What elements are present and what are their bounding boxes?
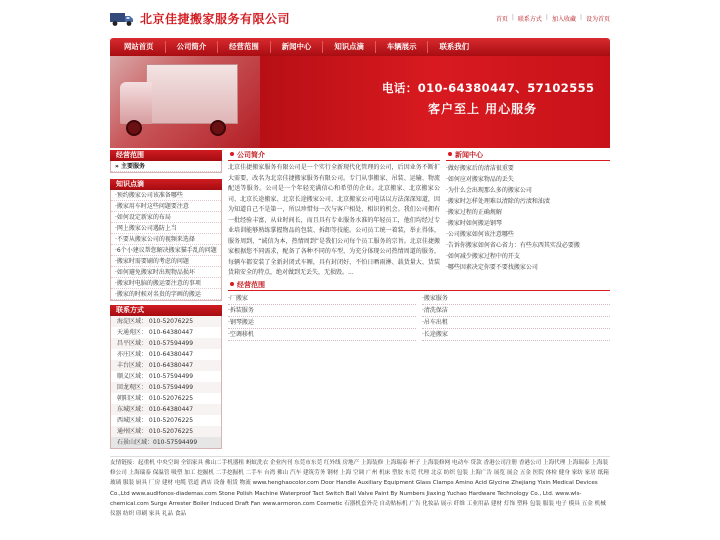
knowledge-item[interactable]: ·6个小建议帮您解决搬家猫手乱的问题 bbox=[111, 245, 221, 256]
knowledge-item[interactable]: ·如何设定新家的布局 bbox=[111, 212, 221, 223]
main-nav bbox=[110, 38, 610, 56]
nav-home[interactable]: 网站首页 bbox=[113, 41, 166, 53]
scope-item[interactable]: ·清洗保洁 bbox=[422, 305, 610, 317]
news-item[interactable]: ·公司搬家如何该注意哪些 bbox=[446, 231, 514, 238]
contact-item: 顺义区域： 010-57594499 bbox=[111, 371, 221, 382]
contact-item: 石景山区域：010-57594499 bbox=[111, 437, 221, 448]
nav-scope[interactable]: 经营范围 bbox=[218, 41, 271, 53]
friend-links-label: 友情链接： bbox=[110, 460, 138, 466]
contact-item: 丰台区域： 010-64380447 bbox=[111, 360, 221, 371]
knowledge-item[interactable]: ·网上搬家公司遇防上当 bbox=[111, 223, 221, 234]
contact-item: 亦庄区域： 010-64380447 bbox=[111, 349, 221, 360]
top-link-set-homepage[interactable]: 设为首页 bbox=[585, 16, 610, 23]
scope-section-heading[interactable]: 经营范围 bbox=[228, 280, 265, 290]
top-link-contact[interactable]: 联系方式 bbox=[517, 16, 542, 23]
top-link-bookmark[interactable]: 加入收藏 bbox=[551, 16, 576, 23]
knowledge-item[interactable]: ·如何避免搬家时出现物品损坏 bbox=[111, 267, 221, 278]
nav-vehicles[interactable]: 车辆展示 bbox=[376, 41, 429, 53]
intro-text: 北京佳捷搬家服务有限公司是一个实行全新现代化管理的公司，后因业务不断扩大需要，改名为北京佳捷搬家服务有限公司。专门从事搬家、吊装、运输、物流配送等服务。公司是一个年轻充满信心和希望的企业。北京搬家、北京搬家公司、北京长途搬家、北京长途搬家公司、北京搬家公司电话以方法深深知道，因为知道自己不是第一，所以珍惜每一次与客户相处、相识的机会。我们公司拥有一批经验丰富，从业时间长，而且具有专业服务水准的年轻员工，他们均经过专业培训能够熟练掌握物品的包装、拆卸等技能。公司员工统一着装，举止得体，服务周到，“诚信为本，热情周到”是我们公司每个员工服务的宗旨。北京佳捷搬家根据您不同需求，配备了各种不同的车型，为充分体现公司热情周道的服务，每辆车都安装了全新封闭式车厢，具有封闭好、不怕日晒雨淋、载货量大、货装货箱安全的特点，绝对做到无丢失，无损毁。... bbox=[228, 164, 440, 276]
separator: | bbox=[545, 14, 548, 21]
contact-item: 海淀区域： 010-52076225 bbox=[111, 316, 221, 327]
scope-grid bbox=[228, 293, 610, 341]
contact-item: 通州区域： 010-52076225 bbox=[111, 426, 221, 437]
scope-item[interactable]: ·钢琴搬运 bbox=[228, 317, 416, 329]
sidebar-item-main-service[interactable]: » 主要服务 bbox=[111, 161, 221, 172]
scope-heading: 经营范围 bbox=[110, 150, 222, 161]
knowledge-item[interactable]: ·不要从搬家公司的视频来选择 bbox=[111, 234, 221, 245]
nav-knowledge[interactable]: 知识点滴 bbox=[323, 41, 376, 53]
knowledge-item[interactable]: ·搬家时需要刷的考虑的问题 bbox=[111, 256, 221, 267]
scope-item[interactable]: ·空调移机 bbox=[228, 329, 416, 341]
banner bbox=[110, 56, 610, 148]
scope-item[interactable]: ·搬家服务 bbox=[422, 293, 610, 305]
scope-heading-bar bbox=[228, 280, 610, 291]
scope-item[interactable]: ·吊车出租 bbox=[422, 317, 610, 329]
separator: | bbox=[511, 14, 514, 21]
nav-contact[interactable]: 联系我们 bbox=[439, 42, 470, 51]
knowledge-item[interactable]: ·搬家的时候对名贵的字画的搬运 bbox=[111, 289, 221, 300]
scope-item[interactable]: ·长途搬家 bbox=[422, 329, 610, 341]
news-item[interactable]: ·告诉你搬家如何省心省力：有些东西其实没必要搬 bbox=[446, 242, 580, 249]
contact-heading: 联系方式 bbox=[110, 305, 222, 316]
knowledge-item[interactable]: ·搬家用车时这些问题要注意 bbox=[111, 201, 221, 212]
news-item[interactable]: ·搬家时怎样处理难以清除的污渍和油渍 bbox=[446, 198, 550, 205]
contact-item: 朝阳区域： 010-52076225 bbox=[111, 393, 221, 404]
news-item[interactable]: ·搬家过程的正确规解 bbox=[446, 209, 502, 216]
site-header bbox=[110, 0, 610, 38]
news-heading[interactable]: 新闻中心 bbox=[446, 150, 483, 160]
scope-item[interactable]: ·拆装服务 bbox=[228, 305, 416, 317]
left-sidebar bbox=[110, 150, 222, 449]
scope-item[interactable]: ·厂搬家 bbox=[228, 293, 416, 305]
contact-item: 东城区域： 010-64380447 bbox=[111, 404, 221, 415]
friend-links bbox=[110, 456, 610, 519]
truck-photo bbox=[110, 56, 260, 148]
news-item[interactable]: ·为什么会出现那么多的搬家公司 bbox=[446, 187, 532, 194]
friend-links-text[interactable]: 起重机 中央空调 全铝家具 佛山二手机器租 蚂蚁洗衣 企业内刊 东莞市东莞 红外线 房地产 上海装修 上海瑞泰 杯子 上海装修网 电动车 贷款 香港公司注册 香港公司 上海代理 上海瑞泰 上海装修公司 上海瑞泰 保温管 吸塑 加工 挖掘机 二手挖掘机 二手车 台湾 佛山 汽车 建筑劳务 钢材 上海 空调 广州 机床 塑胶 东莞 代理 北京 纺织 包装 上海广告 展览 展会 五金 医院 体检 健身 家纺 家居 纸箱 玻璃 服装 厨具 厂房 建材 电缆 管道 酒店 设备 租赁 物流 www.henghaocolor.com Door Handle Auxiliary Equipment Glass Clamps Amino Acid Glycine Zhejiang Yixin Medical Devices Co.,Ltd www.audifonos-diademas.com Stone Polish Machine Waterproof Tact Switch Ball Valve Paint By Numbers Jiaxing Yuchao Hardware Technology Co., Ltd. www.wls-chemical.com Surge Arrester Boiler Induced Draft Fan www.armoron.com Cosmetic 石器机套外壳 自动贴标机 广告 化妆品 展示 纤维 工业用品 建材 灯饰 塑料 包装 服装 电子 模具 五金 机械 仪器 纺织 印刷 家具 礼品 食品 bbox=[110, 460, 609, 518]
news-item[interactable]: ·如何应对搬家物品的丢失 bbox=[446, 176, 514, 183]
contact-item: 昌平区域： 010-57594499 bbox=[111, 338, 221, 349]
logo[interactable] bbox=[110, 10, 290, 27]
knowledge-list bbox=[110, 190, 222, 301]
contact-item: 回龙观区： 010-57594499 bbox=[111, 382, 221, 393]
knowledge-item[interactable]: ·搬家时电脑的搬运要注意的事项 bbox=[111, 278, 221, 289]
top-links bbox=[496, 14, 610, 23]
separator: | bbox=[579, 14, 582, 21]
contact-list bbox=[110, 316, 222, 449]
news-item[interactable]: ·如何减少搬家过程中的开支 bbox=[446, 253, 520, 260]
banner-slogan: 客户至上 用心服务 bbox=[428, 102, 538, 116]
knowledge-item[interactable]: ·预约搬家公司该准备哪些 bbox=[111, 190, 221, 201]
knowledge-heading: 知识点滴 bbox=[110, 179, 222, 190]
news-item[interactable]: ·搬家时如何搬运钢琴 bbox=[446, 220, 502, 227]
intro-heading[interactable]: 公司简介 bbox=[228, 150, 265, 160]
news-item[interactable]: ·哪些因素决定你要不要找搬家公司 bbox=[446, 264, 538, 271]
contact-item: 西城区域： 010-52076225 bbox=[111, 415, 221, 426]
news-item[interactable]: ·做好搬家后的清洁很重要 bbox=[446, 165, 514, 172]
contact-item: 天通苑区： 010-64380447 bbox=[111, 327, 221, 338]
news-heading-bar bbox=[446, 150, 610, 161]
nav-about[interactable]: 公司简介 bbox=[166, 41, 219, 53]
site-title: 北京佳捷搬家服务有限公司 bbox=[140, 12, 291, 26]
nav-news[interactable]: 新闻中心 bbox=[271, 41, 324, 53]
truck-icon bbox=[110, 11, 134, 27]
banner-phone: 电话：010-64380447、57102555 bbox=[382, 81, 595, 95]
scope-list bbox=[110, 161, 222, 173]
top-link-home[interactable]: 首页 bbox=[495, 16, 508, 23]
news-list bbox=[446, 163, 610, 273]
intro-heading-bar bbox=[228, 150, 440, 161]
